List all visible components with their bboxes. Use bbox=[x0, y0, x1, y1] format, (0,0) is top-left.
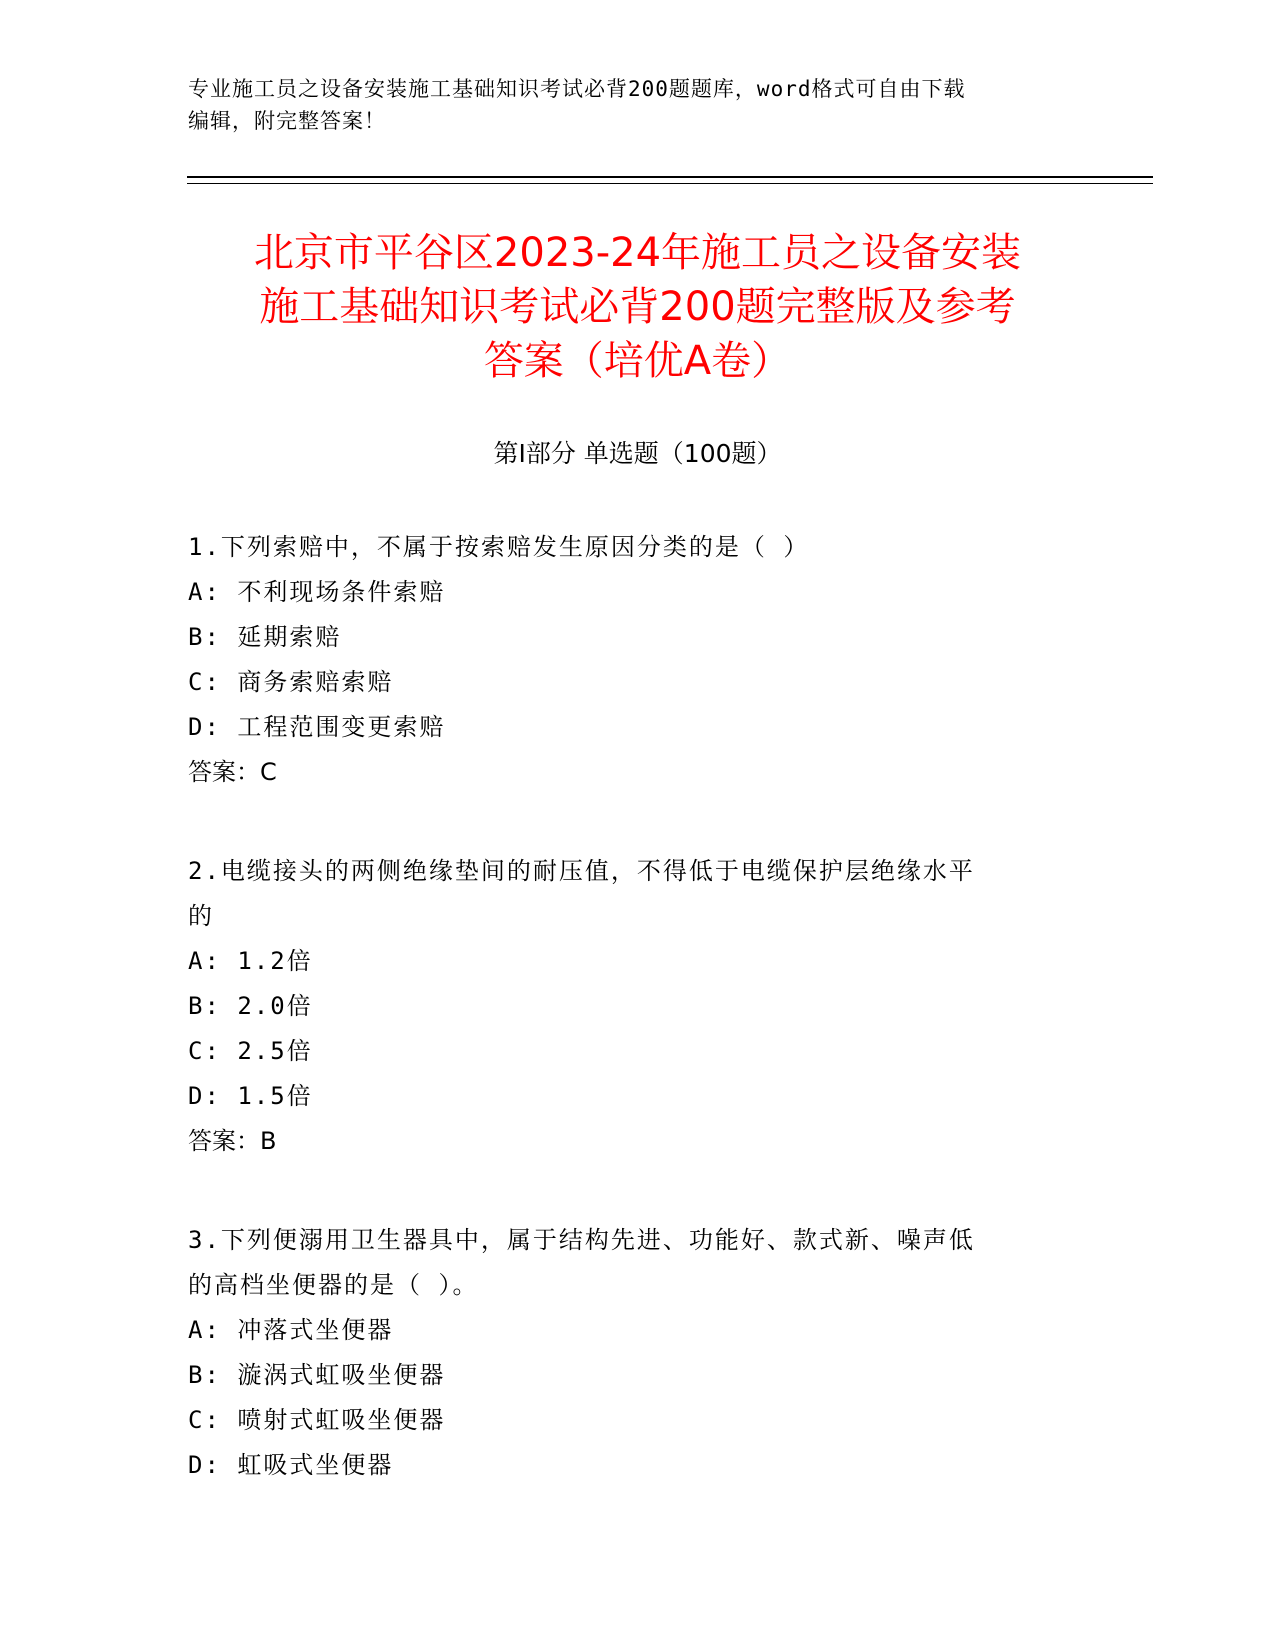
answer: 答案：B bbox=[188, 1127, 277, 1155]
question-3 bbox=[188, 1218, 1058, 1488]
option-b: B: 漩涡式虹吸坐便器 bbox=[188, 1361, 446, 1389]
option-a: A: 冲落式坐便器 bbox=[188, 1316, 394, 1344]
document-title-line-2: 施工基础知识考试必背200题完整版及参考 bbox=[259, 284, 1016, 330]
option-d: D: 虹吸式坐便器 bbox=[188, 1451, 394, 1479]
question-1 bbox=[188, 525, 1058, 795]
option-c: C: 商务索赔索赔 bbox=[188, 668, 394, 696]
question-stem-continued: 的高档坐便器的是（ ）。 bbox=[188, 1271, 479, 1299]
option-c: C: 喷射式虹吸坐便器 bbox=[188, 1406, 446, 1434]
question-stem-continued: 的 bbox=[188, 902, 214, 930]
option-b: B: 延期索赔 bbox=[188, 623, 342, 651]
option-b: B: 2.0倍 bbox=[188, 992, 313, 1020]
option-d: D: 1.5倍 bbox=[188, 1082, 313, 1110]
section-title: 第Ⅰ部分 单选题（100题） bbox=[493, 439, 782, 468]
header-note-line-1: 专业施工员之设备安装施工基础知识考试必背200题题库，word格式可自由下载 bbox=[188, 77, 966, 101]
answer: 答案：C bbox=[188, 758, 277, 786]
question-stem: 1.下列索赔中，不属于按索赔发生原因分类的是（ ） bbox=[188, 533, 810, 561]
document-title-line-1: 北京市平谷区2023-24年施工员之设备安装 bbox=[253, 230, 1022, 276]
document-title bbox=[140, 226, 1135, 388]
header-note-line-2: 编辑，附完整答案！ bbox=[188, 109, 386, 133]
option-a: A: 不利现场条件索赔 bbox=[188, 578, 446, 606]
header-divider-thin bbox=[187, 183, 1153, 184]
question-2 bbox=[188, 849, 1058, 1164]
question-list bbox=[188, 525, 1058, 1542]
option-c: C: 2.5倍 bbox=[188, 1037, 313, 1065]
option-a: A: 1.2倍 bbox=[188, 947, 313, 975]
header-divider-thick bbox=[187, 176, 1153, 178]
header-note bbox=[188, 73, 1088, 137]
document-title-line-3: 答案（培优A卷） bbox=[483, 338, 792, 384]
question-stem: 2.电缆接头的两侧绝缘垫间的耐压值，不得低于电缆保护层绝缘水平 bbox=[188, 857, 975, 885]
question-stem: 3.下列便溺用卫生器具中，属于结构先进、功能好、款式新、噪声低 bbox=[188, 1226, 975, 1254]
option-d: D: 工程范围变更索赔 bbox=[188, 713, 446, 741]
